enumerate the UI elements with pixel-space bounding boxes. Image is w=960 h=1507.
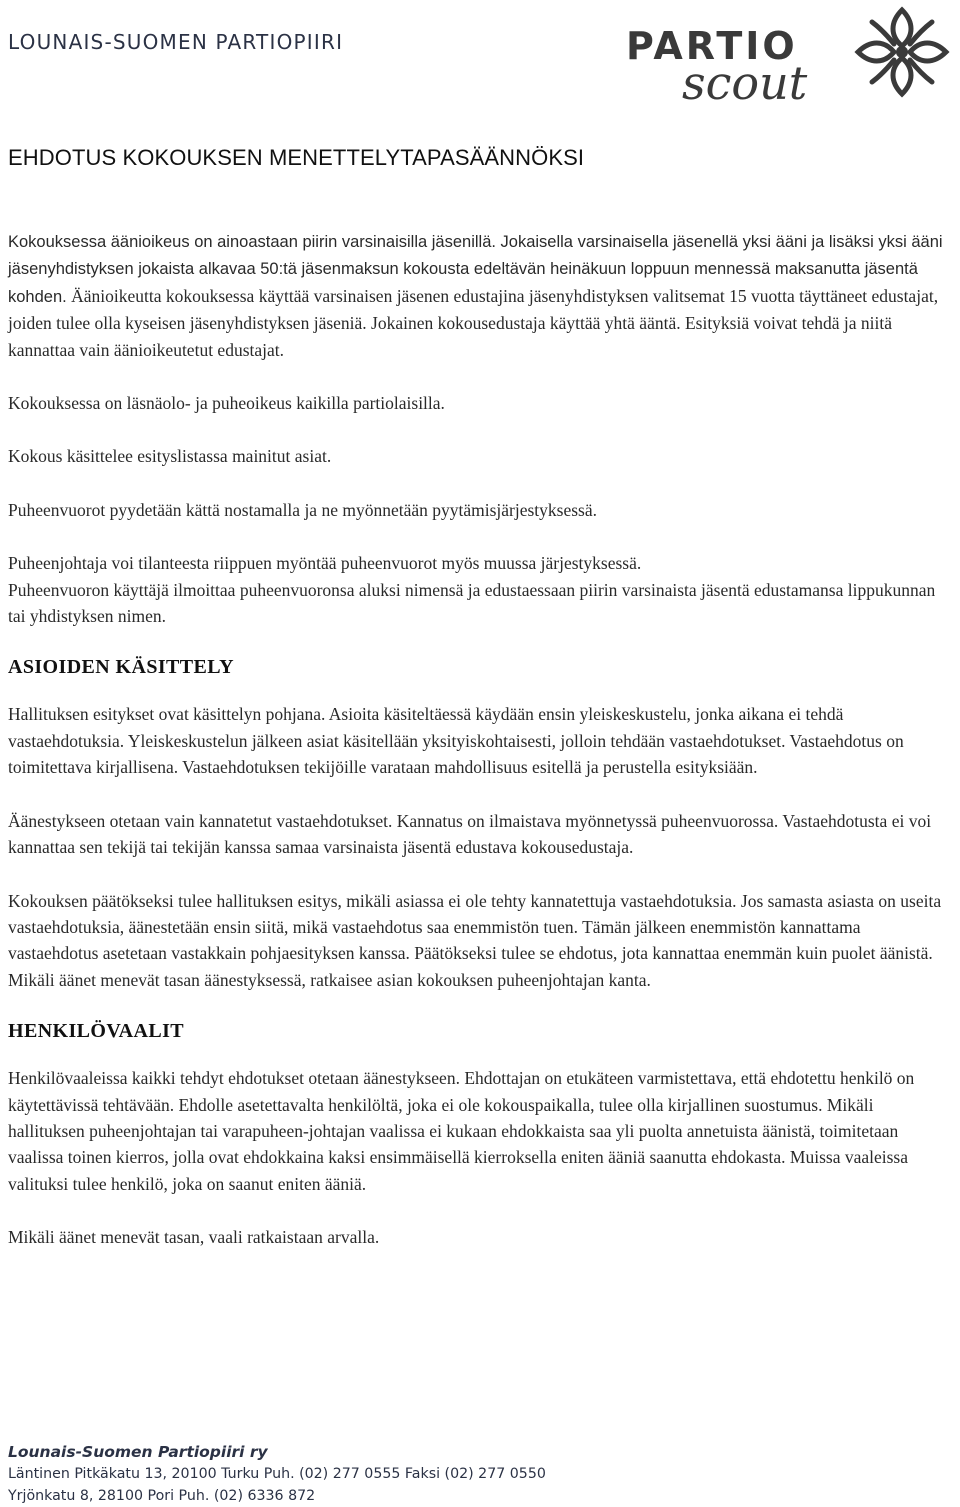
paragraph-chair-discretion: Puheenjohtaja voi tilanteesta riippuen myöntää puheenvuorot myös muussa järjestyksessä. (8, 553, 642, 574)
footer-address-turku: Läntinen Pitkäkatu 13, 20100 Turku Puh. (02) 277 0555 Faksi (02) 277 0550 (8, 1466, 546, 1482)
paragraph-elections: Henkilövaaleissa kaikki tehdyt ehdotukset otetaan äänestykseen. Ehdottajan on etukäteen varmistettava, että ehdotettu henkilö on käytettävissä tehtävään. Ehdolle asetettavalta henkilöltä, joka ei ole kokouspaikalla, tulee olla kirjallinen suostumus. Mikäli hallituksen puheenjohtajan tai varapuheen-johtajan vaalissa ei kukaan ehdokkaista saa yli puolta annetuista äänistä, toimitetaan vaalissa toinen kierros, jolla ovat ehdokkaina kaksi ensimmäisellä kierroksella eniten ääniä saanutta ehdokasta. Muissa vaaleissa valituksi tulee henkilö, joka on saanut eniten ääniä. (8, 1068, 915, 1194)
paragraph-speaker-introduction: Puheenvuoron käyttäjä ilmoittaa puheenvuoronsa aluksi nimensä ja edustaessaan piirin varsinaista jäsentä edustamansa lippukunnan tai yhdistyksen nimen. (8, 579, 936, 627)
paragraph-speaking-order: Puheenvuorot pyydetään kättä nostamalla ja ne myönnetään pyytämisjärjestyksessä. (8, 499, 598, 520)
org-name-header: LOUNAIS-SUOMEN PARTIOPIIRI (8, 30, 344, 54)
footer (8, 1441, 546, 1507)
section-heading-handling: ASIOIDEN KÄSITTELY (8, 656, 234, 679)
paragraph-tie: Mikäli äänet menevät tasan, vaali ratkaistaan arvalla. (8, 1227, 380, 1248)
paragraph-attendance: Kokouksessa on läsnäolo- ja puheoikeus kaikilla partiolaisilla. (8, 393, 445, 414)
partio-scout-logo (624, 2, 954, 110)
paragraph-agenda: Kokous käsittelee esityslistassa mainitut asiat. (8, 446, 332, 467)
intro-paragraph-voting-rights (8, 228, 953, 363)
paragraph-decision: Kokouksen päätökseksi tulee hallituksen esitys, mikäli asiassa ei ole tehty kannatettuja vastaehdotuksia. Jos samasta asiasta on useita vastaehdotuksia, äänestetään ensin siitä, mikä vastaehdotus saa enemmistön tuen. Tämän jälkeen enemmistön kannattama vastaehdotus asetetaan vastakkain pohjaesityksen kanssa. Päätökseksi tulee se ehdotus, jota kannattaa enemmän kuin puolet äänistä. Mikäli äänet menevät tasan äänestyksessä, ratkaisee asian kokouksen puheenjohtajan kanta. (8, 890, 942, 990)
paragraph-voting: Äänestykseen otetaan vain kannatetut vastaehdotukset. Kannatus on ilmaistava myönnetyssä puheenvuorossa. Vastaehdotusta ei voi kannattaa sen tekijä tai tekijän kanssa samaa varsinaista jäsentä edustava kokousedustaja. (8, 810, 932, 858)
logo-text: PARTIO (626, 24, 798, 68)
intro-paragraph-serif-part: Äänioikeutta kokouksessa käyttää varsinaisen jäsenen edustajina jäsenyhdistyksen valitsemat 15 vuotta täyttäneet edustajat, joiden tulee olla kyseisen jäsenyhdistyksen jäseniä. Jokainen kokousedustaja käyttää yhtä ääntä. Esityksiä voivat tehdä ja niitä kannattaa vain äänioikeutetut edustajat. (8, 285, 939, 360)
document-body (8, 228, 953, 1278)
section-heading-elections: HENKILÖVAALIT (8, 1020, 184, 1043)
intro-paragraph-sans-part: Kokouksessa äänioikeus on ainoastaan piirin varsinaisilla jäsenillä. Jokaisella varsinaisella jäsenellä yksi ääni ja lisäksi yksi ääni jäsenyhdistyksen jokaista alkavaa 50:tä jäsenmaksun kokousta edeltävän heinäkuun loppuun mennessä maksanutta jäsentä kohden. (8, 233, 943, 306)
footer-org-name: Lounais-Suomen Partiopiiri ry (8, 1443, 268, 1461)
footer-address-pori: Yrjönkatu 8, 28100 Pori Puh. (02) 6336 872 (8, 1488, 316, 1504)
logo-subtext: scout (682, 56, 808, 110)
scout-emblem-icon (850, 2, 954, 102)
paragraph-proposals: Hallituksen esitykset ovat käsittelyn pohjana. Asioita käsiteltäessä käydään ensin yleiskeskustelu, jonka aikana ei tehdä vastaehdotuksia. Yleiskeskustelun jälkeen asiat käsitellään yksityiskohtaisesti, jolloin tehdään vastaehdotukset. Vastaehdotus on toimitettava kirjallisena. Vastaehdotuksen tekijöille varataan mahdollisuus esitellä ja perustella esityksiään. (8, 704, 904, 778)
document-title: EHDOTUS KOKOUKSEN MENETTELYTAPASÄÄNNÖKSI (8, 145, 585, 170)
